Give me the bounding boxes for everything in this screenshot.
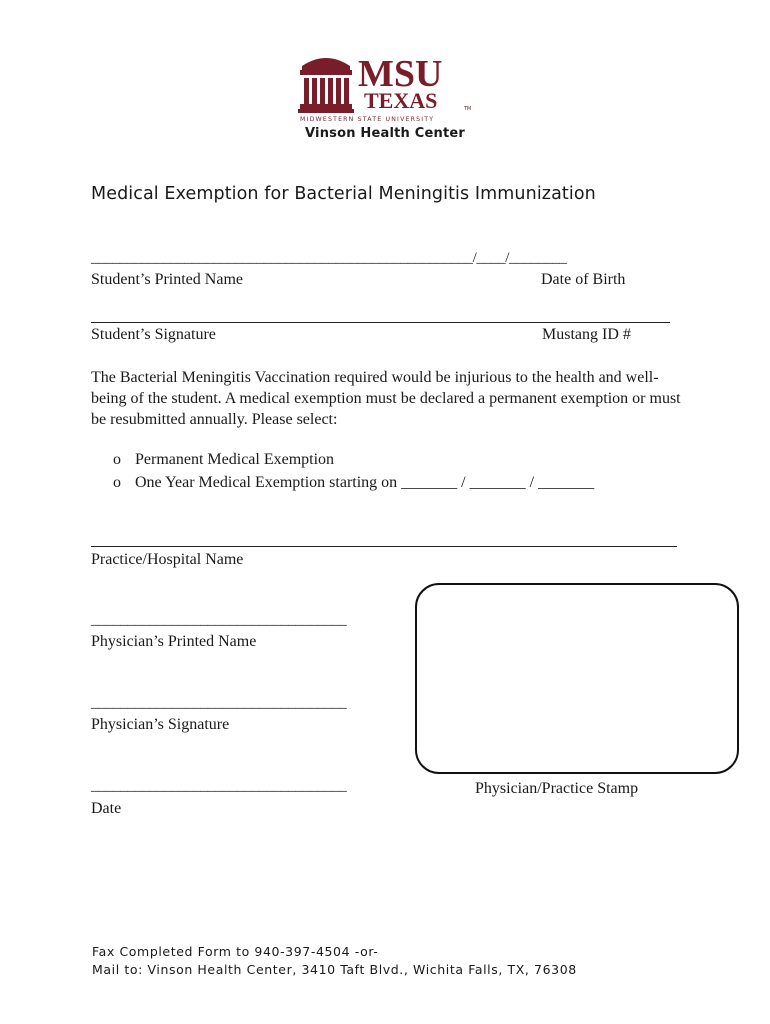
form-title: Medical Exemption for Bacterial Meningitis Immunization bbox=[91, 184, 596, 204]
student-name-dob-line[interactable]: _____________________________________________________/____/________ bbox=[91, 250, 567, 266]
student-signature-label: Student’s Signature bbox=[91, 326, 216, 343]
physician-signature-label: Physician’s Signature bbox=[91, 716, 230, 733]
option-label: Permanent Medical Exemption bbox=[135, 451, 335, 468]
checkbox-bullet[interactable]: o bbox=[113, 451, 121, 468]
practice-hospital-label: Practice/Hospital Name bbox=[91, 551, 244, 568]
option-permanent[interactable] bbox=[113, 451, 334, 469]
option-label: One Year Medical Exemption starting on _______ / _______ / _______ bbox=[135, 474, 595, 491]
exemption-paragraph: The Bacterial Meningitis Vaccination required would be injurious to the health and well-being of the student. A medical exemption must be declared a permanent exemption or must be resubmitted annually. Please select: bbox=[91, 369, 681, 428]
health-center-name: Vinson Health Center bbox=[305, 126, 465, 141]
stamp-label: Physician/Practice Stamp bbox=[475, 780, 639, 797]
checkbox-bullet[interactable]: o bbox=[113, 474, 121, 491]
physician-name-label: Physician’s Printed Name bbox=[91, 633, 257, 650]
date-of-birth-label: Date of Birth bbox=[541, 271, 626, 288]
svg-text:TM: TM bbox=[464, 106, 472, 112]
physician-signature-line[interactable]: ___________________________________ bbox=[91, 695, 347, 711]
date-line[interactable]: ___________________________________ bbox=[91, 778, 347, 794]
practice-hospital-line[interactable] bbox=[91, 546, 677, 547]
msu-building-icon bbox=[298, 52, 476, 124]
footer-mail-line: Mail to: Vinson Health Center, 3410 Taft Blvd., Wichita Falls, TX, 76308 bbox=[92, 962, 577, 977]
student-name-label: Student’s Printed Name bbox=[91, 271, 243, 288]
student-signature-line[interactable] bbox=[91, 322, 670, 323]
physician-stamp-box[interactable] bbox=[415, 583, 739, 774]
footer-fax-line: Fax Completed Form to 940-397-4504 -or- bbox=[92, 944, 379, 959]
svg-text:MIDWESTERN STATE UNIVERSITY: MIDWESTERN STATE UNIVERSITY bbox=[300, 116, 435, 123]
date-label: Date bbox=[91, 800, 122, 817]
option-one-year[interactable] bbox=[113, 474, 594, 492]
msu-texas-logo bbox=[298, 52, 476, 124]
mustang-id-label: Mustang ID # bbox=[542, 326, 631, 343]
physician-name-line[interactable]: ___________________________________ bbox=[91, 612, 347, 628]
svg-text:TEXAS: TEXAS bbox=[364, 88, 438, 113]
svg-text:MSU: MSU bbox=[358, 53, 443, 95]
